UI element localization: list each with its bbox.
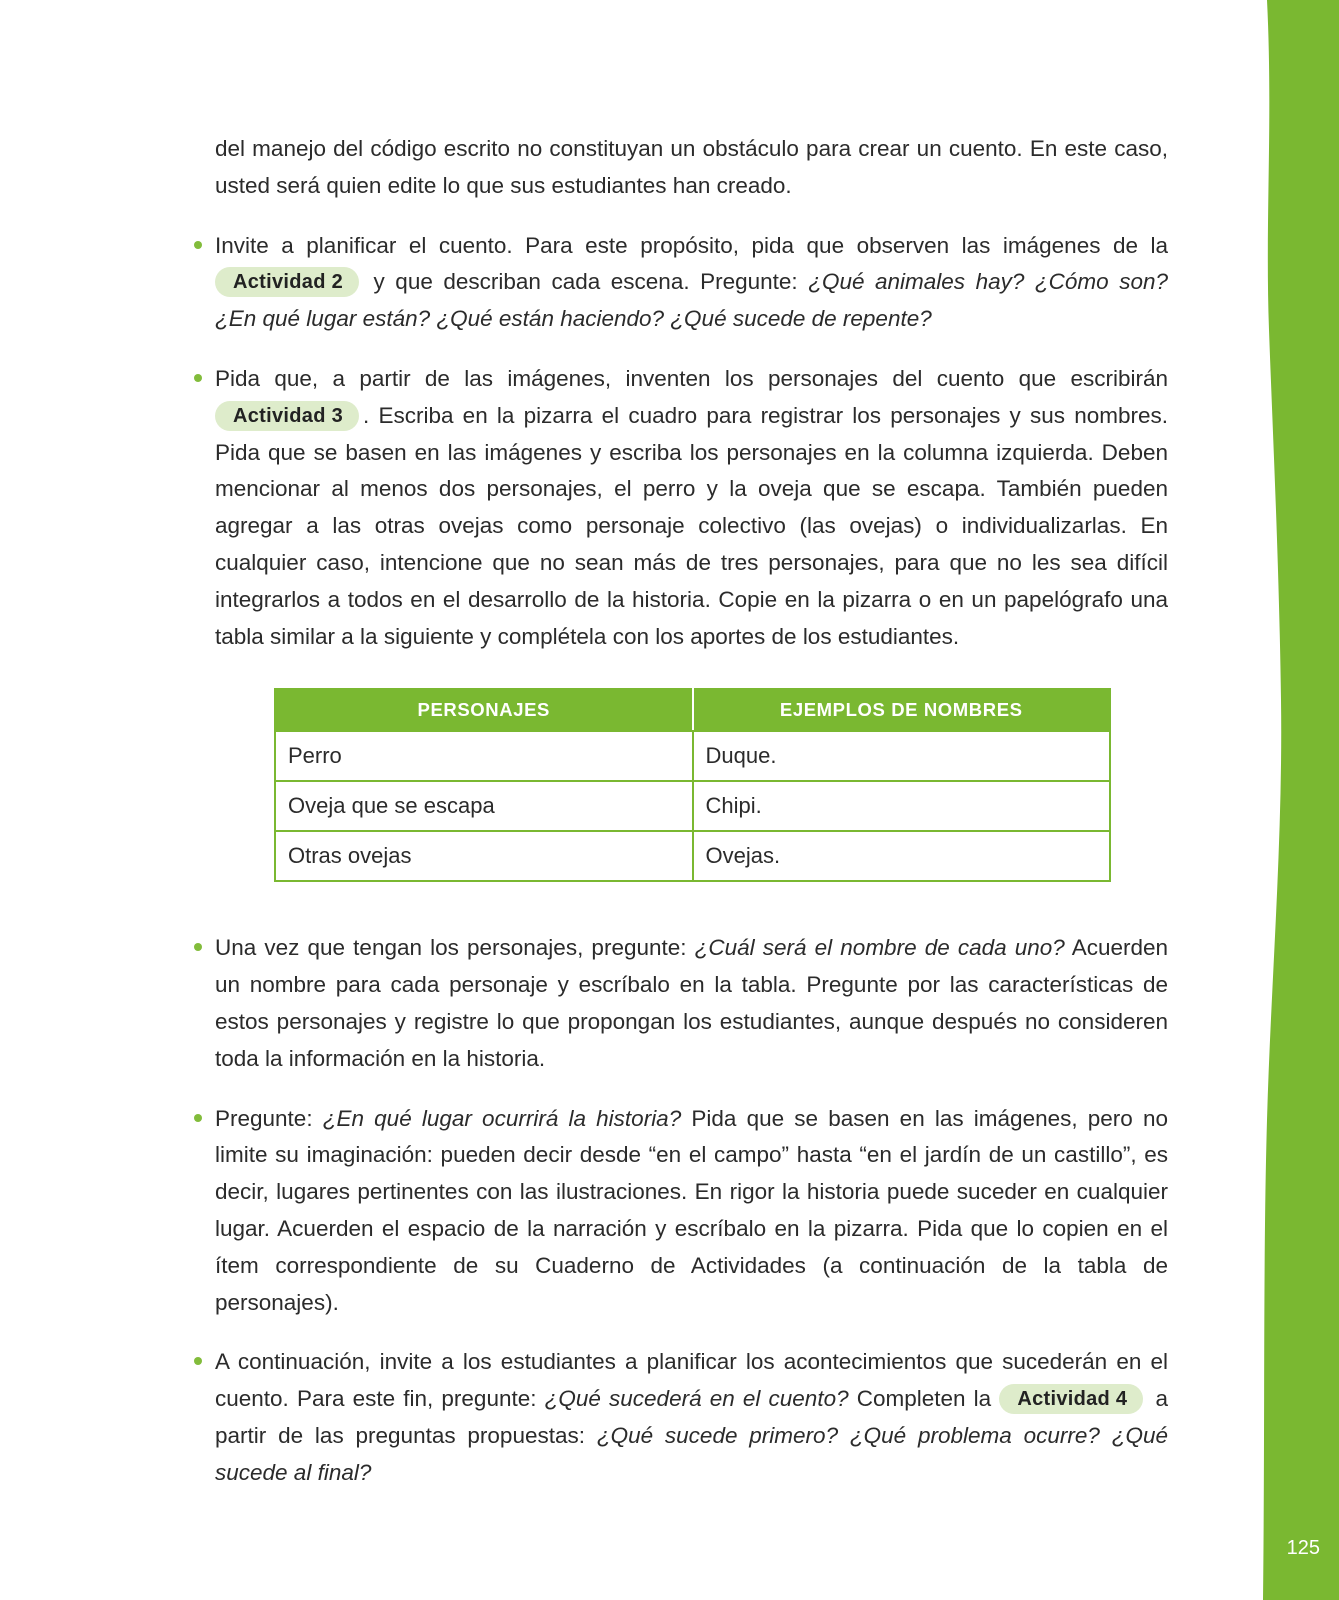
bullet-question: ¿Cuál será el nombre de cada uno? [694, 935, 1065, 961]
characters-table-wrapper [274, 688, 1168, 882]
bullet-dot-icon [194, 374, 202, 382]
bullet-item-names [215, 930, 1168, 1077]
bullet-dot-icon [194, 943, 202, 951]
bullet-text: Acuerden un nombre para cada personaje y escríbalo en la tabla. Pregunte por las características de estos personajes y registre lo que propongan los estudiantes, aunque después no consideren toda la información en la historia. [215, 935, 1169, 1071]
bullet-dot-icon [194, 241, 202, 249]
bullet-text: Invite a planificar el cuento. Para este propósito, pida que observen las imágenes de la [215, 232, 1168, 258]
bullet-question: ¿En qué lugar ocurrirá la historia? [322, 1105, 682, 1131]
table-header-personajes: PERSONAJES [275, 689, 693, 731]
intro-paragraph: del manejo del código escrito no constituyan un obstáculo para crear un cuento. En este caso, usted será quien edite lo que sus estudiantes han creado. [215, 136, 1168, 198]
page-number: 125 [1286, 1537, 1320, 1559]
table-cell-character: Oveja que se escapa [275, 781, 693, 831]
bullet-text: Una vez que tengan los personajes, pregunte: [215, 935, 695, 961]
bullet-text: Pregunte: [215, 1105, 323, 1131]
table-header-row [275, 689, 1110, 731]
table-cell-character: Perro [275, 731, 693, 781]
bullet-text: A continuación, invite a los estudiantes a planificar los acontecimientos que sucederán en el cuento. Para este fin, pregunte: [215, 1349, 1168, 1412]
bullet-question: ¿Qué sucede primero? ¿Qué problema ocurre? ¿Qué sucede al final? [215, 1422, 1169, 1485]
bullet-item-plan [215, 228, 1168, 338]
bullet-text: . Escriba en la pizarra el cuadro para registrar los personajes y sus nombres. Pida que se basen en las imágenes y escriba los personajes en la columna izquierda. Deben mencionar al menos dos personajes, el perro y la oveja que se escapa. También pueden agregar a las otras ovejas como personaje colectivo (las ovejas) o individualizarlas. En cualquier caso, intencione que no sean más de tres personajes, para que no les sea difícil integrarlos a todos en el desarrollo de la historia. Copie en la pizarra o en un papelógrafo una tabla similar a la siguiente y complétela con los aportes de los estudiantes. [215, 402, 1168, 649]
bullet-dot-icon [194, 1357, 202, 1365]
table-header-ejemplos: EJEMPLOS DE NOMBRES [693, 689, 1111, 731]
bullet-dot-icon [194, 1114, 202, 1122]
bullet-item-place [215, 1101, 1168, 1322]
bullet-text: Completen la [848, 1386, 1000, 1412]
bullet-question: ¿Qué animales hay? ¿Cómo son? ¿En qué lugar están? ¿Qué están haciendo? ¿Qué sucede de repente? [215, 269, 1168, 332]
main-content [215, 131, 1168, 1515]
bullet-text: Pida que, a partir de las imágenes, inventen los personajes del cuento que escribirán [215, 365, 1168, 391]
activity-4-badge: Actividad 4 [999, 1384, 1143, 1414]
table-row [275, 731, 1110, 781]
table-cell-name: Chipi. [693, 781, 1111, 831]
activity-2-badge: Actividad 2 [215, 267, 359, 297]
bullet-item-events [215, 1344, 1168, 1491]
table-cell-name: Ovejas. [693, 831, 1111, 881]
characters-table [274, 688, 1111, 882]
bullet-text: a partir de las preguntas propuestas: [215, 1386, 1168, 1448]
green-side-band [1229, 0, 1339, 1600]
table-cell-character: Otras ovejas [275, 831, 693, 881]
table-cell-name: Duque. [693, 731, 1111, 781]
bullet-item-characters [215, 361, 1168, 655]
activity-3-badge: Actividad 3 [215, 401, 359, 431]
bullet-text: Pida que se basen en las imágenes, pero no limite su imaginación: pueden decir desde “en el campo” hasta “en el jardín de un castillo”, es decir, lugares pertinentes con las ilustraciones. En rigor la historia puede suceder en cualquier lugar. Acuerden el espacio de la narración y escríbalo en la pizarra. Pida que lo copien en el ítem correspondiente de su Cuaderno de Actividades (a continuación de la tabla de personajes). [215, 1105, 1168, 1315]
table-row [275, 781, 1110, 831]
bullet-text: y que describan cada escena. Pregunte: [373, 269, 809, 295]
bullet-question: ¿Qué sucederá en el cuento? [544, 1386, 849, 1412]
table-row [275, 831, 1110, 881]
